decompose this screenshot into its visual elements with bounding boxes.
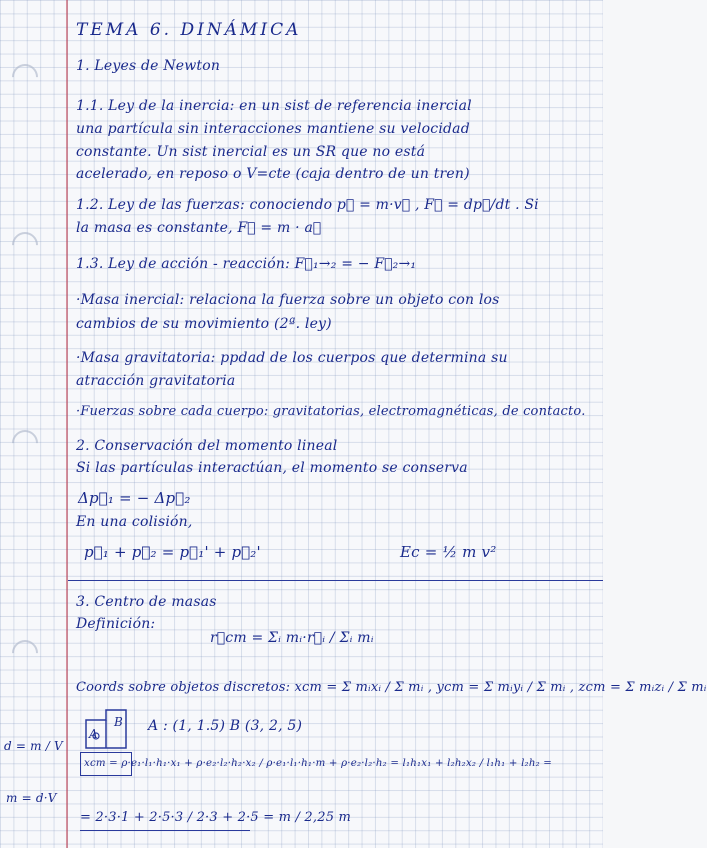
binder-hole xyxy=(7,425,44,462)
text-line: constante. Un sist inercial es un SR que no está xyxy=(76,144,426,160)
equation: r⃗cm = Σᵢ mᵢ·r⃗ᵢ / Σᵢ mᵢ xyxy=(210,630,374,646)
text-line: la masa es constante, F⃗ = m · a⃗ xyxy=(76,220,322,236)
text-line: 1.2. Ley de las fuerzas: conociendo p⃗ = m·v⃗ , F⃗ = dp⃗/dt . Si xyxy=(76,197,539,213)
equation: xcm = ρ·e₁·l₁·h₁·x₁ + ρ·e₂·l₂·h₂·x₂ / ρ·e₁·l₁·h₁·m + ρ·e₂·l₂·h₂ = l₁h₁x₁ + l₂h₂x₂ / l₁h₁ + l₂h₂ = xyxy=(84,758,553,769)
text-line: acelerado, en reposo o V=cte (caja dentro de un tren) xyxy=(76,166,470,182)
section-heading: 2. Conservación del momento lineal xyxy=(76,438,338,454)
text-line: Si las partículas interactúan, el momento se conserva xyxy=(76,460,468,476)
section-heading: 1. Leyes de Newton xyxy=(76,58,221,74)
underline xyxy=(80,830,250,831)
margin-line xyxy=(66,0,68,848)
text-line: 1.1. Ley de la inercia: en un sist de referencia inercial xyxy=(76,98,472,114)
equation: Ec = ½ m v² xyxy=(400,543,497,561)
binder-hole xyxy=(7,227,44,264)
section-divider xyxy=(68,580,603,581)
binder-hole xyxy=(7,635,44,672)
text-line: atracción gravitatoria xyxy=(76,373,236,389)
section-heading: 3. Centro de masas xyxy=(76,594,217,610)
text-line: ·Masa inercial: relaciona la fuerza sobre un objeto con los xyxy=(76,292,500,308)
text-line: Definición: xyxy=(76,616,156,632)
text-line: 1.3. Ley de acción - reacción: F⃗₁→₂ = − F⃗₂→₁ xyxy=(76,256,417,272)
equation: Δp⃗₁ = − Δp⃗₂ xyxy=(78,489,191,507)
text-line: ·Masa gravitatoria: ppdad de los cuerpos que determina su xyxy=(76,350,508,366)
text-line: Coords sobre objetos discretos: xcm = Σ mᵢxᵢ / Σ mᵢ , ycm = Σ mᵢyᵢ / Σ mᵢ , zcm = Σ mᵢzᵢ / Σ mᵢ xyxy=(76,680,707,695)
text-line: En una colisión, xyxy=(76,514,193,530)
margin-note-density: d = m / V xyxy=(4,739,63,753)
equation: = 2·3·1 + 2·5·3 / 2·3 + 2·5 = m / 2,25 m xyxy=(80,810,352,825)
figure-label-a: A xyxy=(89,727,98,741)
text-line: ·Fuerzas sobre cada cuerpo: gravitatorias, electromagnéticas, de contacto. xyxy=(76,404,586,419)
margin-note-mass: m = d·V xyxy=(6,791,57,805)
equation: p⃗₁ + p⃗₂ = p⃗₁' + p⃗₂' xyxy=(84,543,261,561)
text-line: A : (1, 1.5) B (3, 2, 5) xyxy=(148,718,303,734)
text-line: cambios de su movimiento (2ª. ley) xyxy=(76,316,332,332)
binder-hole xyxy=(7,59,44,96)
text-line: una partícula sin interacciones mantiene su velocidad xyxy=(76,121,470,137)
page-title: TEMA 6. DINÁMICA xyxy=(76,20,302,40)
figure-label-b: B xyxy=(114,715,124,729)
